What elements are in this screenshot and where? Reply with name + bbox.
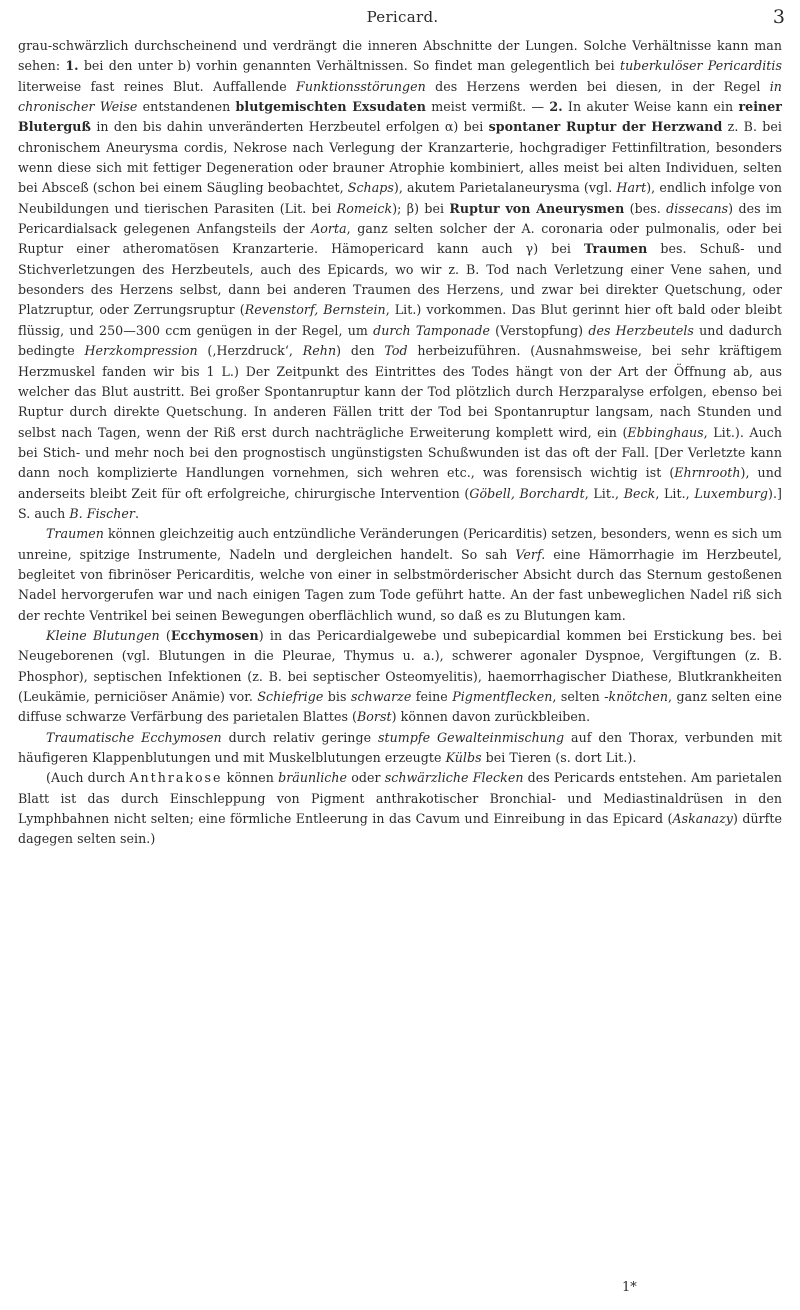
text-run: ) dürfte dagegen selten sein.)	[18, 811, 782, 847]
text-run: bes. Schuß- und Stichverletzungen des Herzbeutels, auch des Epicards, wo wir z. B. Tod nach Verletzung einer Vene sahen, und besonders des Herzens selbst, dann bei anderen Traumen des Herzens, und zwar bei direkter Quetschung, oder Platzruptur, oder Zerrungsruptur (	[18, 241, 782, 318]
page-header	[20, 8, 785, 30]
paragraph-hemopericard-causes	[18, 36, 782, 524]
text-run: ), endlich infolge von Neubildungen und tierischen Parasiten (Lit. bei	[18, 180, 783, 216]
text-run: z. B. bei chronischem Aneurysma cordis, Nekrose nach Verlegung der Kranzarterie, hochgradiger Fettinfiltration, besonders wenn diese sich mit fettiger Degeneration oder brauner Atrophie kombiniert, alles meist bei alten Individuen, selten bei Absceß (schon bei einem Säugling beobachtet,	[18, 119, 782, 196]
text-run: bräunliche	[278, 770, 348, 786]
text-run: Luxemburg	[694, 485, 769, 501]
text-run: ) in das Pericardialgewebe und subepicardial kommen bei Erstickung bes. bei Neugeborenen (vgl. Blutungen in die Pleurae, Thymus u. a.), schwerer agonaler Dyspnoe, Vergiftungen (z. B. Phosphor), septischen Infektionen (z. B. bei septischer Osteomyelitis), haemorrhagischer Diathese, Blutkrankheiten (Leukämie, perniciöser Anämie) vor.	[18, 627, 782, 704]
text-run: Anthrakose	[129, 770, 223, 786]
text-run: durch relativ geringe	[221, 729, 378, 745]
text-run: -knötchen	[604, 689, 669, 704]
text-run: auf den Thorax, verbunden mit häufigeren Klappenblutungen und mit Muskelblutungen erzeugte	[18, 729, 782, 766]
text-run: (	[159, 627, 171, 643]
body-text	[18, 36, 782, 850]
text-run: können	[222, 770, 279, 786]
text-run: blutgemischten Exsudaten	[235, 99, 427, 115]
paragraph-anthrakose	[18, 768, 782, 849]
text-run: Traumen	[46, 526, 104, 542]
text-run: , Lit.,	[655, 485, 695, 501]
paragraph-traumatische-ecchymosen	[18, 728, 782, 769]
text-run: , selten	[552, 689, 605, 704]
text-run: herbeizuführen. (Ausnahmsweise, bei sehr kräftigem Herzmuskel fanden wir bis 1 L.) Der Zeitpunkt des Eintrittes des Todes hängt von der Art der Öffnung ab, aus welcher das Blut austritt. Bei großer Spontanruptur kann der Tod plötzlich durch Herzparalyse erfolgen, ebenso bei Ruptur durch direkte Quetschung. In anderen Fällen tritt der Tod bei Spontanruptur langsam, nach Stunden und selbst nach Tagen, wenn der Riß erst durch nachträgliche Erweiterung komplett wird, ein (	[18, 343, 782, 440]
text-run: Beck	[623, 485, 656, 501]
text-run: reiner Bluterguß	[18, 99, 782, 135]
text-run: oder	[347, 770, 385, 786]
text-run: ) den	[336, 343, 385, 359]
text-run: ); β) bei	[392, 200, 450, 216]
text-run: literweise fast reines Blut. Auffallende	[18, 78, 297, 94]
paragraph-kleine-blutungen	[18, 626, 782, 728]
text-run: Hart	[616, 180, 647, 196]
text-run: Aorta	[311, 221, 347, 237]
text-run: ), akutem Parietalaneurysma (vgl.	[393, 180, 617, 196]
text-run: , ganz selten eine diffuse schwarze Verfärbung des parietalen Blattes (	[18, 689, 782, 725]
text-run: durch Tamponade	[373, 322, 490, 338]
text-run: in den bis dahin unveränderten Herzbeutel erfolgen α) bei	[91, 119, 489, 135]
text-run: stumpfe Gewalteinmischung	[377, 729, 565, 745]
text-run: eine Hämorrhagie im Herzbeutel, begleitet von fibrinöser Pericarditis, welche von einer in selbstmörderischer Absicht durch das Sternum gestoßenen Nadel hervorgerufen war und nach einigen Tagen zum Tode geführt hatte. An der fast unbeweglichen Nadel riß sich der rechte Ventrikel bei seinen Bewegungen oberflächlich wund, so daß es zu Blutungen kam.	[18, 546, 782, 623]
text-run: spontaner Ruptur der Herzwand	[488, 119, 723, 135]
text-run: Herzkompression	[84, 343, 198, 359]
running-title: Pericard.	[366, 8, 439, 26]
text-run: ) können davon zurückbleiben.	[391, 709, 591, 725]
text-run: 2.	[549, 99, 563, 115]
text-run: dissecans	[666, 200, 729, 216]
text-run: Schiefrige	[257, 689, 324, 704]
text-run: 1.	[65, 58, 79, 74]
text-run: , Lit.). Auch bei Stich- und mehr noch bei den prognostisch ungünstigsten Schußwunden ist das oft der Fall. [Der Verletzte kann dann noch komplizierte Handlungen vornehmen, sich wehren etc., was forensisch wichtig ist (	[18, 424, 782, 481]
text-run: bis	[323, 689, 351, 704]
text-run: in chronischer Weise	[18, 78, 782, 115]
text-run: (Verstopfung)	[489, 322, 589, 338]
text-run: Ruptur von Aneurysmen	[449, 200, 625, 216]
text-run: Rehn	[302, 343, 337, 359]
text-run: Ecchymosen	[170, 627, 259, 643]
text-run: Verf.	[515, 546, 546, 562]
text-run: feine	[411, 689, 453, 704]
text-run: , ganz selten solcher der A. coronaria oder pulmonalis, oder bei Ruptur einer atheromatösen Kranzarterie. Hämopericard kann auch γ) bei	[18, 221, 782, 257]
text-run: können gleichzeitig auch entzündliche Veränderungen (Pericarditis) setzen, besonders, wenn es sich um unreine, spitzige Instrumente, Nadeln und dergleichen handelt. So sah	[18, 526, 782, 562]
text-run: ) des im Pericardialsack gelegenen Anfangsteils der	[18, 200, 782, 237]
text-run: Revenstorf, Bernstein	[244, 302, 386, 318]
text-run: , Lit.,	[584, 485, 624, 501]
text-run: Traumatische Ecchymosen	[46, 729, 222, 745]
text-run: Pigmentflecken	[452, 689, 553, 704]
text-run: des Herzbeutels	[588, 322, 694, 338]
page-number: 3	[772, 6, 785, 28]
text-run: entstandenen	[137, 99, 236, 115]
text-run: Göbell, Borchardt	[469, 485, 585, 501]
paragraph-traumen	[18, 524, 782, 626]
text-run: ), und anderseits bleibt Zeit für oft erfolgreiche, chirurgische Intervention (	[18, 465, 782, 501]
text-run: In akuter Weise kann ein	[562, 99, 739, 115]
text-run: bei den unter b) vorhin genannten Verhältnissen. So findet man gelegentlich bei	[78, 58, 620, 74]
text-run: bei Tieren (s. dort Lit.).	[481, 750, 637, 766]
text-run: (‚Herzdruck‘,	[197, 343, 303, 359]
text-run: Tod	[384, 343, 408, 359]
text-run: meist vermißt. —	[426, 99, 550, 115]
signature-mark: 1*	[622, 1280, 637, 1295]
text-run: Külbs	[445, 750, 482, 766]
text-run: Ehrnrooth	[674, 465, 741, 481]
text-run: schwarze	[350, 689, 412, 704]
text-run: Askanazy	[672, 811, 733, 827]
text-run: Ebbinghaus	[627, 424, 704, 440]
text-run: des Herzens werden bei diesen, in der Regel	[425, 78, 770, 94]
text-run: schwärzliche Flecken	[384, 770, 524, 786]
text-run: (bes.	[624, 200, 667, 216]
text-run: Kleine Blutungen	[46, 627, 160, 643]
text-run: Borst	[356, 709, 392, 725]
text-run: Romeick	[336, 200, 393, 216]
text-run: und dadurch bedingte	[18, 322, 783, 359]
text-run: Traumen	[584, 241, 648, 257]
text-run: ).] S. auch	[18, 485, 783, 521]
text-run: Schaps	[347, 180, 394, 196]
text-run: , Lit.) vorkommen. Das Blut gerinnt hier oft bald oder bleibt flüssig, und 250—300 ccm genügen in der Regel, um	[18, 302, 782, 338]
text-run: B. Fischer	[69, 505, 136, 521]
text-run: (Auch durch	[46, 770, 130, 786]
text-run: des Pericards entstehen. Am parietalen Blatt ist das durch Einschleppung von Pigment anthrakotischer Bronchial- und Mediastinaldrüsen in den Lymphbahnen nicht selten; eine förmliche Entleerung in das Cavum und Einreibung in das Epicard (	[18, 770, 782, 827]
text-run: grau-schwärzlich durchscheinend und verdrängt die inneren Abschnitte der Lungen. Solche Verhältnisse kann man sehen:	[18, 38, 782, 74]
text-run: Funktionsstörungen	[296, 78, 426, 94]
text-run: tuberkulöser Pericarditis	[619, 58, 783, 74]
text-run: .	[135, 505, 140, 521]
